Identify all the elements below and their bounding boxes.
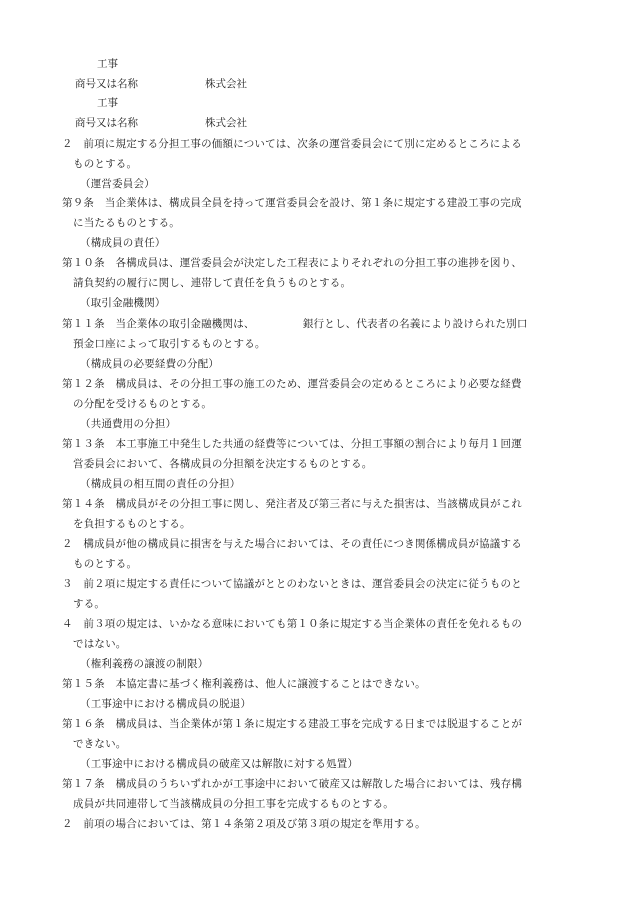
work-name-label-1: 工事	[97, 58, 118, 70]
work-name-label-2: 工事	[97, 97, 118, 109]
section-heading: （取引金融機関）	[80, 297, 166, 309]
section-heading: （運営委員会）	[80, 178, 155, 190]
paragraph-line: ３ 前２項に規定する責任について協議がととのわないときは、運営委員会の決定に従うものと	[62, 578, 522, 590]
paragraph-line: に当たるものとする。	[73, 217, 180, 229]
paragraph-line: ２ 前項に規定する分担工事の価額については、次条の運営委員会にて別に定めるところによる	[62, 138, 522, 150]
article-line: 第１０条 各構成員は、運営委員会が決定した工程表によりそれぞれの分担工事の進捗を図り、	[62, 257, 523, 269]
paragraph-line: 営委員会において、各構成員の分担額を決定するものとする。	[73, 458, 373, 470]
article-line: 第１２条 構成員は、その分担工事の施工のため、運営委員会の定めるところにより必要な経費	[62, 378, 522, 390]
section-heading: （構成員の必要経費の分配）	[80, 358, 220, 370]
company-name-label-2: 商号又は名称	[75, 117, 138, 129]
company-type-1: 株式会社	[205, 78, 247, 90]
paragraph-line: ものとする。	[73, 158, 138, 170]
section-heading: （構成員の責任）	[80, 237, 166, 249]
paragraph-line: ２ 構成員が他の構成員に損害を与えた場合においては、その責任につき関係構成員が協議する	[62, 538, 522, 550]
article-line: 第１４条 構成員がその分担工事に関し、発注者及び第三者に与えた損害は、当該構成員がこれ	[62, 498, 523, 510]
paragraph-line: 預金口座によって取引するものとする。	[73, 338, 266, 350]
section-heading: （工事途中における構成員の脱退）	[80, 698, 252, 710]
paragraph-line: ではない。	[73, 638, 127, 650]
paragraph-line: の分配を受けるものとする。	[73, 398, 213, 410]
article-line: 第１６条 構成員は、当企業体が第１条に規定する建設工事を完成する日までは脱退することが	[62, 718, 523, 730]
article-line: 第１３条 本工事施工中発生した共通の経費等については、分担工事額の割合により毎月１回運	[62, 438, 522, 450]
paragraph-line: ２ 前項の場合においては、第１４条第２項及び第３項の規定を準用する。	[62, 818, 426, 830]
paragraph-line: ものとする。	[73, 558, 138, 570]
section-heading: （共通費用の分担）	[80, 418, 177, 430]
article-line: 第９条 当企業体は、構成員全員を持って運営委員会を設け、第１条に規定する建設工事の完成	[62, 197, 522, 209]
paragraph-line: 請負契約の履行に関し、連帯して責任を負うものとする。	[73, 277, 352, 289]
article-line: 第１５条 本協定書に基づく権利義務は、他人に譲渡することはできない。	[62, 678, 426, 690]
paragraph-line: できない。	[73, 738, 127, 750]
section-heading: （構成員の相互間の責任の分担）	[80, 478, 241, 490]
article-line: 第１７条 構成員のうちいずれかが工事途中において破産又は解散した場合においては、残存構	[62, 778, 523, 790]
paragraph-line: を負担するものとする。	[73, 518, 191, 530]
section-heading: （権利義務の譲渡の制限）	[80, 658, 209, 670]
article-line: 第１１条 当企業体の取引金融機関は、 銀行とし、代表者の名義により設けられた別口	[62, 318, 528, 330]
paragraph-line: ４ 前３項の規定は、いかなる意味においても第１０条に規定する当企業体の責任を免れるもの	[62, 618, 523, 630]
paragraph-line: する。	[73, 598, 106, 610]
company-name-label-1: 商号又は名称	[75, 78, 138, 90]
section-heading: （工事途中における構成員の破産又は解散に対する処置）	[80, 758, 359, 770]
paragraph-line: 成員が共同連帯して当該構成員の分担工事を完成するものとする。	[73, 798, 394, 810]
company-type-2: 株式会社	[205, 117, 247, 129]
